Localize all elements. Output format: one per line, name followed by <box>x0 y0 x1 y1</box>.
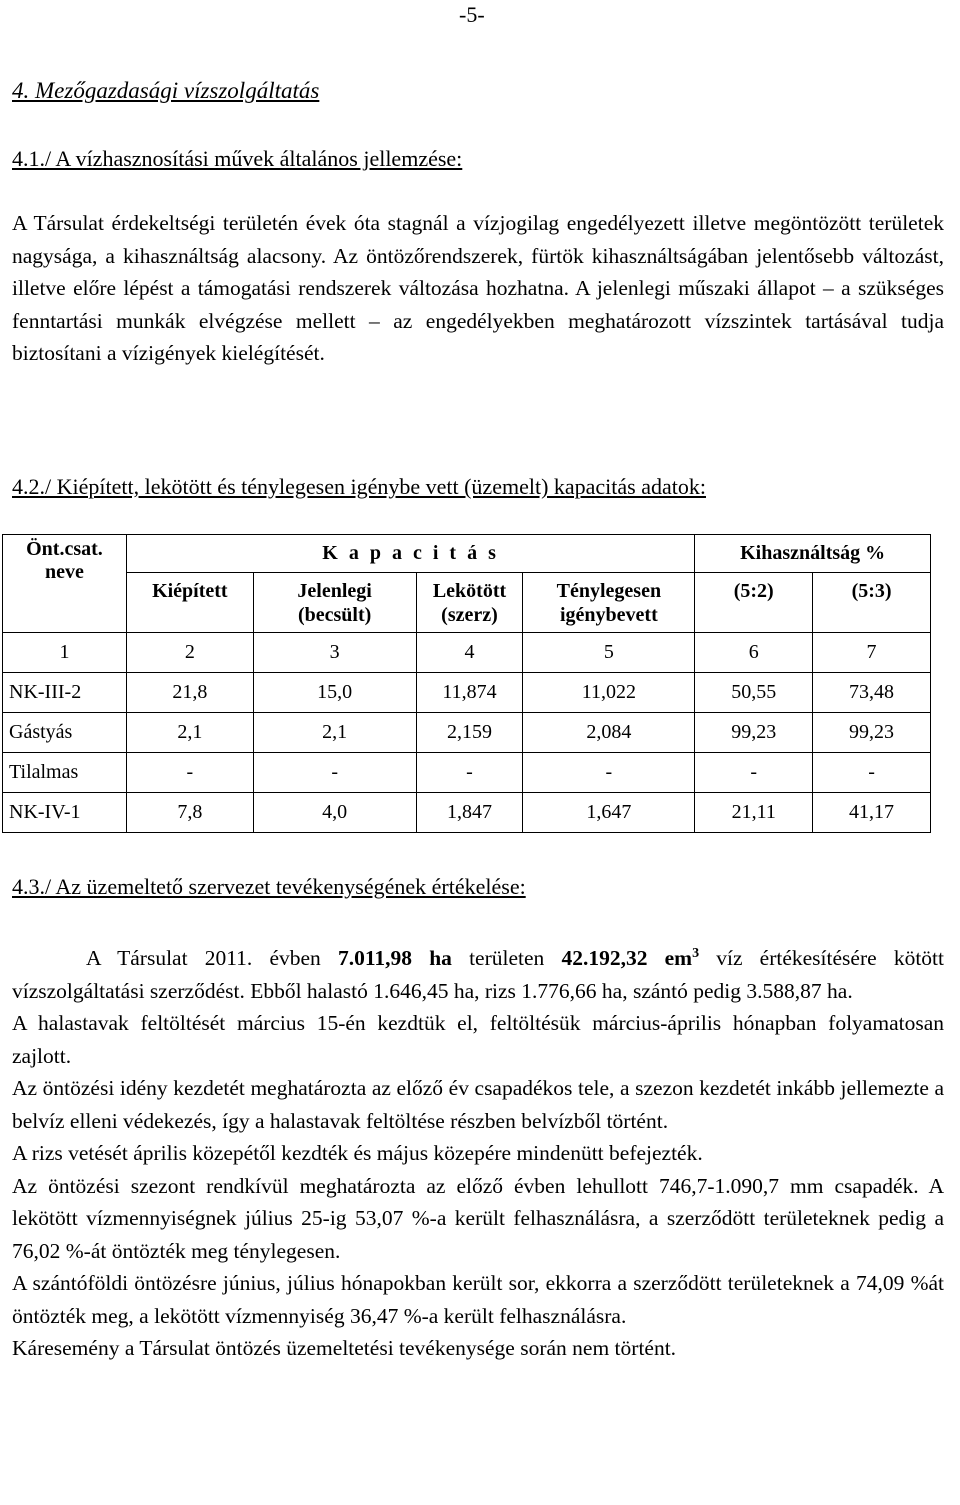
row-name: NK-IV-1 <box>3 793 127 833</box>
table-cell: 99,23 <box>813 713 931 753</box>
column-number: 3 <box>253 633 416 673</box>
subsection-4-1-title: 4.1./ A vízhasznosítási művek általános jellemzése: <box>12 146 463 171</box>
table-cell: 2,084 <box>523 713 695 753</box>
header-built: Kiépített <box>126 573 253 633</box>
table-cell: 11,022 <box>523 673 695 713</box>
column-number: 2 <box>126 633 253 673</box>
table-cell: 11,874 <box>416 673 523 713</box>
table-row <box>3 793 931 833</box>
paragraph-fishpond-filling: A halastavak feltöltését március 15-én kezdtük el, feltöltésük március-április hónapban folyamatosan zajlott. <box>12 1011 944 1068</box>
header-ratio-5-2: (5:2) <box>695 573 813 633</box>
table-cell: 1,647 <box>523 793 695 833</box>
table-cell: 1,847 <box>416 793 523 833</box>
table-cell: 73,48 <box>813 673 931 713</box>
header-capacity: K a p a c i t á s <box>126 535 694 573</box>
header-channel-name: Önt.csat. neve <box>3 535 127 633</box>
row-name: Tilalmas <box>3 753 127 793</box>
table-cell: 2,1 <box>253 713 416 753</box>
table-cell: 4,0 <box>253 793 416 833</box>
paragraph-arable-irrigation: A szántóföldi öntözésre június, július hónapokban került sor, ekkorra a szerződött területeknek a 74,09 %át öntözték meg, a lekötött vízmennyiség 36,47 %-a került felhasználásra. <box>12 1271 944 1328</box>
header-contracted: Lekötött (szerz) <box>416 573 523 633</box>
capacity-table <box>2 534 931 833</box>
paragraph-no-incident: Káresemény a Társulat öntözés üzemeltetési tevékenysége során nem történt. <box>12 1336 677 1361</box>
table-row <box>3 753 931 793</box>
paragraph-general-characteristics: A Társulat érdekeltségi területén évek óta stagnál a vízjogilag engedélyezett illetve megöntözött területek nagysága, a kihasználtság alacsony. Az öntözőrendszerek, fürtök kihasználtságában jelentősebb változást, illetve előre lépést a támogatási rendszerek változása hozhatna. A jelenlegi műszaki állapot – a szükséges fenntartási munkák elvégzése mellett – az engedélyekben meghatározott vízszintek tartásával tudja biztosítani a vízigények kielégítését. <box>12 211 944 365</box>
table-cell: 7,8 <box>126 793 253 833</box>
table-cell: - <box>126 753 253 793</box>
table-cell: 21,11 <box>695 793 813 833</box>
paragraph-rice-sowing: A rizs vetését április közepétől kezdték és május közepére mindenütt befejezték. <box>12 1141 703 1166</box>
header-ratio-5-3: (5:3) <box>813 573 931 633</box>
column-number: 1 <box>3 633 127 673</box>
table-header-row-1 <box>3 535 931 573</box>
table-row <box>3 713 931 753</box>
table-cell: 15,0 <box>253 673 416 713</box>
section-title: 4. Mezőgazdasági vízszolgáltatás <box>12 78 320 103</box>
table-cell: 2,1 <box>126 713 253 753</box>
table-row <box>3 673 931 713</box>
subsection-4-2-title: 4.2./ Kiépített, lekötött és ténylegesen igénybe vett (üzemelt) kapacitás adatok: <box>12 474 706 499</box>
table-cell: 2,159 <box>416 713 523 753</box>
column-number: 6 <box>695 633 813 673</box>
table-cell: - <box>523 753 695 793</box>
paragraph-season-precipitation: Az öntözési szezont rendkívül meghatározta az előző évben lehullott 746,7-1.090,7 mm csapadék. A lekötött vízmennyiségnek július 25-ig 53,07 %-a került felhasználásra, a szerződött területeknek pedig a 76,02 %-át öntözték meg ténylegesen. <box>12 1173 944 1263</box>
column-number: 5 <box>523 633 695 673</box>
table-cell: - <box>695 753 813 793</box>
evaluation-text <box>12 938 944 1365</box>
table-cell: - <box>813 753 931 793</box>
column-number: 4 <box>416 633 523 673</box>
paragraph-contract-summary: A Társulat 2011. évben 7.011,98 ha területen 42.192,32 $em^3$ víz értékesítésére kötött vízszolgáltatási szerződést. Ebből halastó 1.646,45 ha, rizs 1.776,66 ha, szántó pedig 3.588,87 ha. <box>12 946 944 1003</box>
row-name: NK-III-2 <box>3 673 127 713</box>
table-cell: 41,17 <box>813 793 931 833</box>
column-number: 7 <box>813 633 931 673</box>
page-number: -5- <box>459 2 485 27</box>
table-cell: 21,8 <box>126 673 253 713</box>
column-number-row <box>3 633 931 673</box>
paragraph-season-start: Az öntözési idény kezdetét meghatározta az előző év csapadékos tele, a szezon kezdetét inkább jellemezte a belvíz elleni védekezés, így a halastavak feltöltése részben belvízből történt. <box>12 1076 944 1133</box>
header-current: Jelenlegi (becsült) <box>253 573 416 633</box>
header-actual: Ténylegesen igénybevett <box>523 573 695 633</box>
table-cell: 99,23 <box>695 713 813 753</box>
table-cell: - <box>416 753 523 793</box>
table-cell: - <box>253 753 416 793</box>
subsection-4-3-title: 4.3./ Az üzemeltető szervezet tevékenységének értékelése: <box>12 874 526 899</box>
table-cell: 50,55 <box>695 673 813 713</box>
table-header-row-2 <box>3 573 931 633</box>
row-name: Gástyás <box>3 713 127 753</box>
header-utilization: Kihasználtság % <box>695 535 931 573</box>
